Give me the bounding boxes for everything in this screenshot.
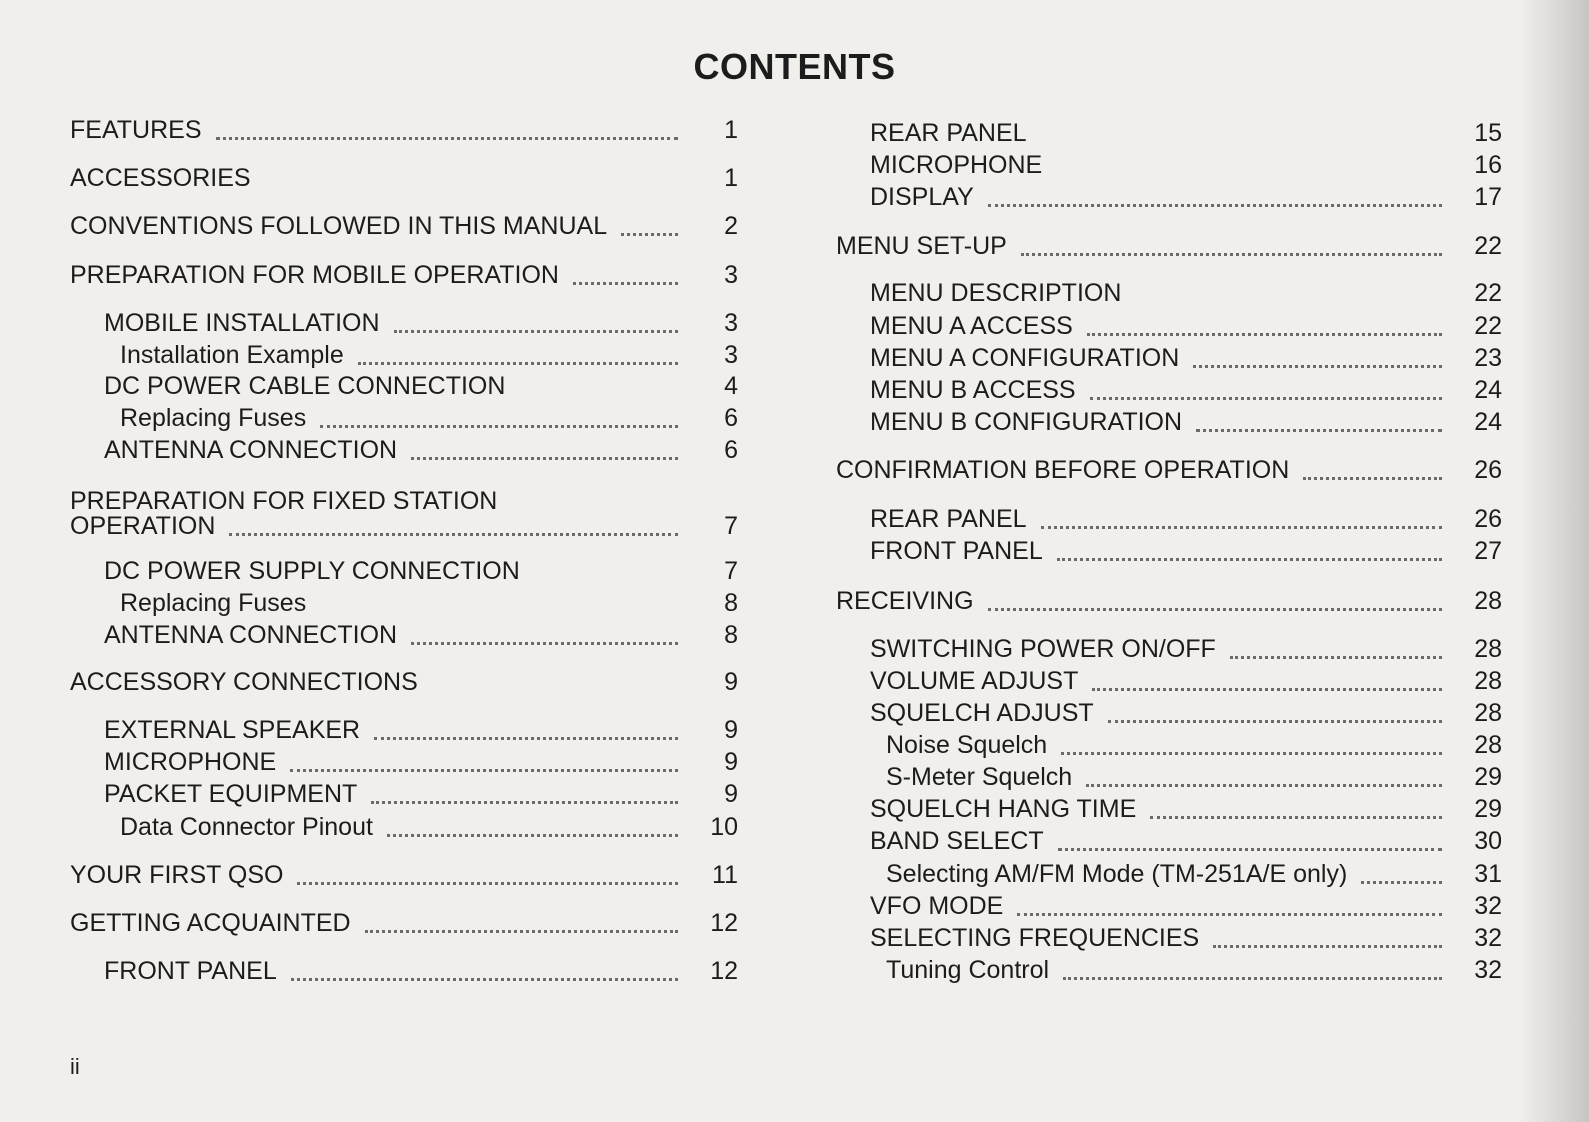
toc-entry-label: Tuning Control [886,956,1050,984]
toc-entry-page: 3 [724,309,738,337]
toc-entry[interactable] [70,210,738,242]
toc-entry-label: SQUELCH HANG TIME [870,795,1137,823]
dot-leader [1213,944,1442,948]
toc-entry[interactable] [120,402,738,434]
toc-entry-page: 24 [1474,408,1502,436]
toc-entry[interactable] [70,259,738,291]
dot-leader [1063,976,1442,980]
toc-entry[interactable] [870,342,1502,374]
toc-entry-page: 4 [724,372,738,400]
dot-leader [1196,428,1442,432]
toc-entry[interactable] [104,555,738,587]
toc-entry-page: 16 [1474,151,1502,179]
toc-entry-label: MICROPHONE [870,151,1043,179]
toc-entry-page: 28 [1474,667,1502,695]
toc-entry[interactable] [870,310,1502,342]
dot-leader [1058,847,1442,851]
toc-entry-page: 8 [724,589,738,617]
toc-entry-page: 29 [1474,763,1502,791]
toc-entry-label: ACCESSORIES [70,164,251,192]
dot-leader [291,977,678,981]
dot-leader [290,768,678,772]
toc-entry[interactable] [870,922,1502,954]
dot-leader [1021,252,1442,256]
toc-entry[interactable] [886,729,1502,761]
toc-entry-page: 7 [724,512,738,540]
toc-entry[interactable] [70,114,738,146]
toc-entry-label: Replacing Fuses [120,404,307,432]
toc-entry[interactable] [836,230,1502,262]
dot-leader [1056,173,1442,174]
toc-entry-label: GETTING ACQUAINTED [70,909,351,937]
toc-entry-label: FEATURES [70,116,202,144]
toc-entry-page: 23 [1474,344,1502,372]
dot-leader [371,800,678,804]
dot-leader [1193,364,1442,368]
toc-entry[interactable] [870,890,1502,922]
dot-leader [411,456,678,460]
dot-leader [374,736,678,740]
toc-entry-page: 15 [1474,119,1502,147]
toc-entry-page: 29 [1474,795,1502,823]
toc-entry-page: 32 [1474,956,1502,984]
toc-entry-label: S-Meter Squelch [886,763,1073,791]
dot-leader [988,607,1442,611]
toc-entry[interactable] [870,633,1502,665]
toc-entry[interactable] [870,374,1502,406]
toc-entry-label: VFO MODE [870,892,1004,920]
toc-entry[interactable] [104,434,738,466]
toc-entry-label: MENU B ACCESS [870,376,1076,404]
toc-entry[interactable] [870,406,1502,438]
toc-entry-label: FRONT PANEL [870,537,1043,565]
toc-entry-label: MICROPHONE [104,748,277,776]
toc-entry-label: MOBILE INSTALLATION [104,309,380,337]
toc-entry-label: Selecting AM/FM Mode (TM-251A/E only) [886,860,1348,888]
toc-entry-label: CONVENTIONS FOLLOWED IN THIS MANUAL [70,212,608,240]
dot-leader [1057,557,1442,561]
toc-entry[interactable] [870,697,1502,729]
dot-leader [229,532,678,536]
toc-entry-label: Data Connector Pinout [120,813,373,841]
toc-entry-page: 28 [1474,587,1502,615]
toc-entry[interactable] [870,503,1502,535]
toc-entry[interactable] [104,714,738,746]
toc-entry-page: 30 [1474,827,1502,855]
toc-entry-page: 6 [724,436,738,464]
toc-entry-label: Replacing Fuses [120,589,307,617]
toc-entry[interactable] [886,761,1502,793]
dot-leader [1041,141,1442,142]
page-edge-shadow [1519,0,1589,1122]
dot-leader [411,641,678,645]
toc-entry-page: 17 [1474,183,1502,211]
toc-entry-page: 3 [724,341,738,369]
toc-entry-page: 24 [1474,376,1502,404]
toc-entry-page: 6 [724,404,738,432]
toc-entry-label: FRONT PANEL [104,957,277,985]
dot-leader [1150,815,1442,819]
toc-entry-label: Installation Example [120,341,344,369]
toc-entry-page: 2 [724,212,738,240]
toc-entry-label: BAND SELECT [870,827,1044,855]
toc-entry-page: 31 [1474,860,1502,888]
toc-entry-page: 1 [724,164,738,192]
toc-entry[interactable] [104,778,738,810]
toc-entry-label: MENU DESCRIPTION [870,279,1122,307]
toc-entry-label: ACCESSORY CONNECTIONS [70,668,418,696]
dot-leader [394,329,678,333]
toc-entry-label: VOLUME ADJUST [870,667,1079,695]
dot-leader [1041,525,1442,529]
dot-leader [1086,783,1442,787]
toc-entry-page: 9 [724,716,738,744]
toc-entry-page: 22 [1474,279,1502,307]
toc-entry[interactable] [104,370,738,402]
toc-entry[interactable] [104,307,738,339]
dot-leader [1108,719,1442,723]
toc-entry-label: OPERATION [70,512,216,540]
toc-entry-page: 1 [724,116,738,144]
dot-leader [432,690,678,691]
toc-entry-label: SELECTING FREQUENCIES [870,924,1200,952]
toc-entry-page: 12 [710,909,738,937]
toc-entry[interactable] [836,585,1502,617]
toc-entry-page: 28 [1474,635,1502,663]
toc-entry[interactable] [870,665,1502,697]
toc-entry[interactable] [870,117,1502,149]
toc-entry[interactable] [70,510,738,542]
toc-entry[interactable] [104,619,738,651]
toc-entry[interactable] [870,277,1502,309]
toc-entry[interactable] [886,954,1502,986]
toc-entry-label: SQUELCH ADJUST [870,699,1094,727]
toc-entry-page: 9 [724,748,738,776]
dot-leader [1092,687,1442,691]
dot-leader [1061,751,1442,755]
toc-entry-page: 26 [1474,505,1502,533]
dot-leader [365,929,678,933]
dot-leader [1135,301,1442,302]
dot-leader [265,186,678,187]
toc-entry-page: 27 [1474,537,1502,565]
toc-entry[interactable] [104,955,738,987]
dot-leader [216,136,679,140]
toc-entry-label: DC POWER CABLE CONNECTION [104,372,506,400]
dot-leader [1087,332,1442,336]
toc-entry-page: 26 [1474,456,1502,484]
toc-entry[interactable] [870,535,1502,567]
toc-entry[interactable] [120,811,738,843]
page-number: ii [70,1054,80,1079]
toc-entry-page: 7 [724,557,738,585]
toc-entry-label: EXTERNAL SPEAKER [104,716,361,744]
toc-entry-line1: PREPARATION FOR FIXED STATION [70,487,498,515]
toc-entry[interactable] [870,793,1502,825]
dot-leader [358,361,678,365]
toc-entry-page: 22 [1474,232,1502,260]
toc-entry-page: 9 [724,780,738,808]
toc-entry[interactable] [120,587,738,619]
toc-entry-label: DC POWER SUPPLY CONNECTION [104,557,520,585]
dot-leader [988,203,1442,207]
toc-entry-page: 11 [712,861,738,889]
toc-entry-label: MENU SET-UP [836,232,1007,260]
dot-leader [387,833,678,837]
dot-leader [621,232,678,236]
toc-entry[interactable] [104,746,738,778]
toc-entry-page: 32 [1474,924,1502,952]
toc-entry-label: YOUR FIRST QSO [70,861,284,889]
toc-entry-page: 28 [1474,699,1502,727]
toc-entry-page: 28 [1474,731,1502,759]
toc-entry[interactable] [70,859,738,891]
toc-entry[interactable] [70,666,738,698]
dot-leader [1303,476,1442,480]
page-title: CONTENTS [693,46,896,87]
toc-entry[interactable] [70,907,738,939]
toc-entry-label: REAR PANEL [870,505,1027,533]
dot-leader [519,394,678,395]
toc-entry[interactable] [836,454,1502,486]
dot-leader [297,881,678,885]
dot-leader [320,611,678,612]
toc-entry-page: 32 [1474,892,1502,920]
toc-entry[interactable] [870,181,1502,213]
dot-leader [1017,912,1442,916]
dot-leader [534,579,678,580]
toc-entry-label: RECEIVING [836,587,974,615]
toc-entry[interactable] [120,339,738,371]
toc-entry-page: 8 [724,621,738,649]
toc-entry-label: ANTENNA CONNECTION [104,621,398,649]
toc-entry-label: ANTENNA CONNECTION [104,436,398,464]
toc-entry[interactable] [886,858,1502,890]
toc-entry-label: PREPARATION FOR MOBILE OPERATION [70,261,559,289]
dot-leader [320,424,678,428]
toc-entry-label: MENU A ACCESS [870,312,1073,340]
toc-entry-page: 9 [724,668,738,696]
dot-leader [1361,880,1442,884]
toc-entry-page: 12 [710,957,738,985]
dot-leader [1090,396,1442,400]
toc-entry-label: MENU B CONFIGURATION [870,408,1183,436]
toc-entry-page: 10 [710,813,738,841]
toc-entry[interactable] [870,825,1502,857]
toc-entry-page: 22 [1474,312,1502,340]
toc-entry-label: Noise Squelch [886,731,1048,759]
dot-leader [573,281,678,285]
toc-entry-label: CONFIRMATION BEFORE OPERATION [836,456,1290,484]
toc-entry-page: 3 [724,261,738,289]
dot-leader [1230,655,1442,659]
toc-entry[interactable] [870,149,1502,181]
toc-entry[interactable] [70,162,738,194]
toc-entry-label: PACKET EQUIPMENT [104,780,358,808]
toc-entry-label: MENU A CONFIGURATION [870,344,1180,372]
toc-entry-label: REAR PANEL [870,119,1027,147]
toc-entry-label: DISPLAY [870,183,974,211]
toc-entry-label: SWITCHING POWER ON/OFF [870,635,1216,663]
